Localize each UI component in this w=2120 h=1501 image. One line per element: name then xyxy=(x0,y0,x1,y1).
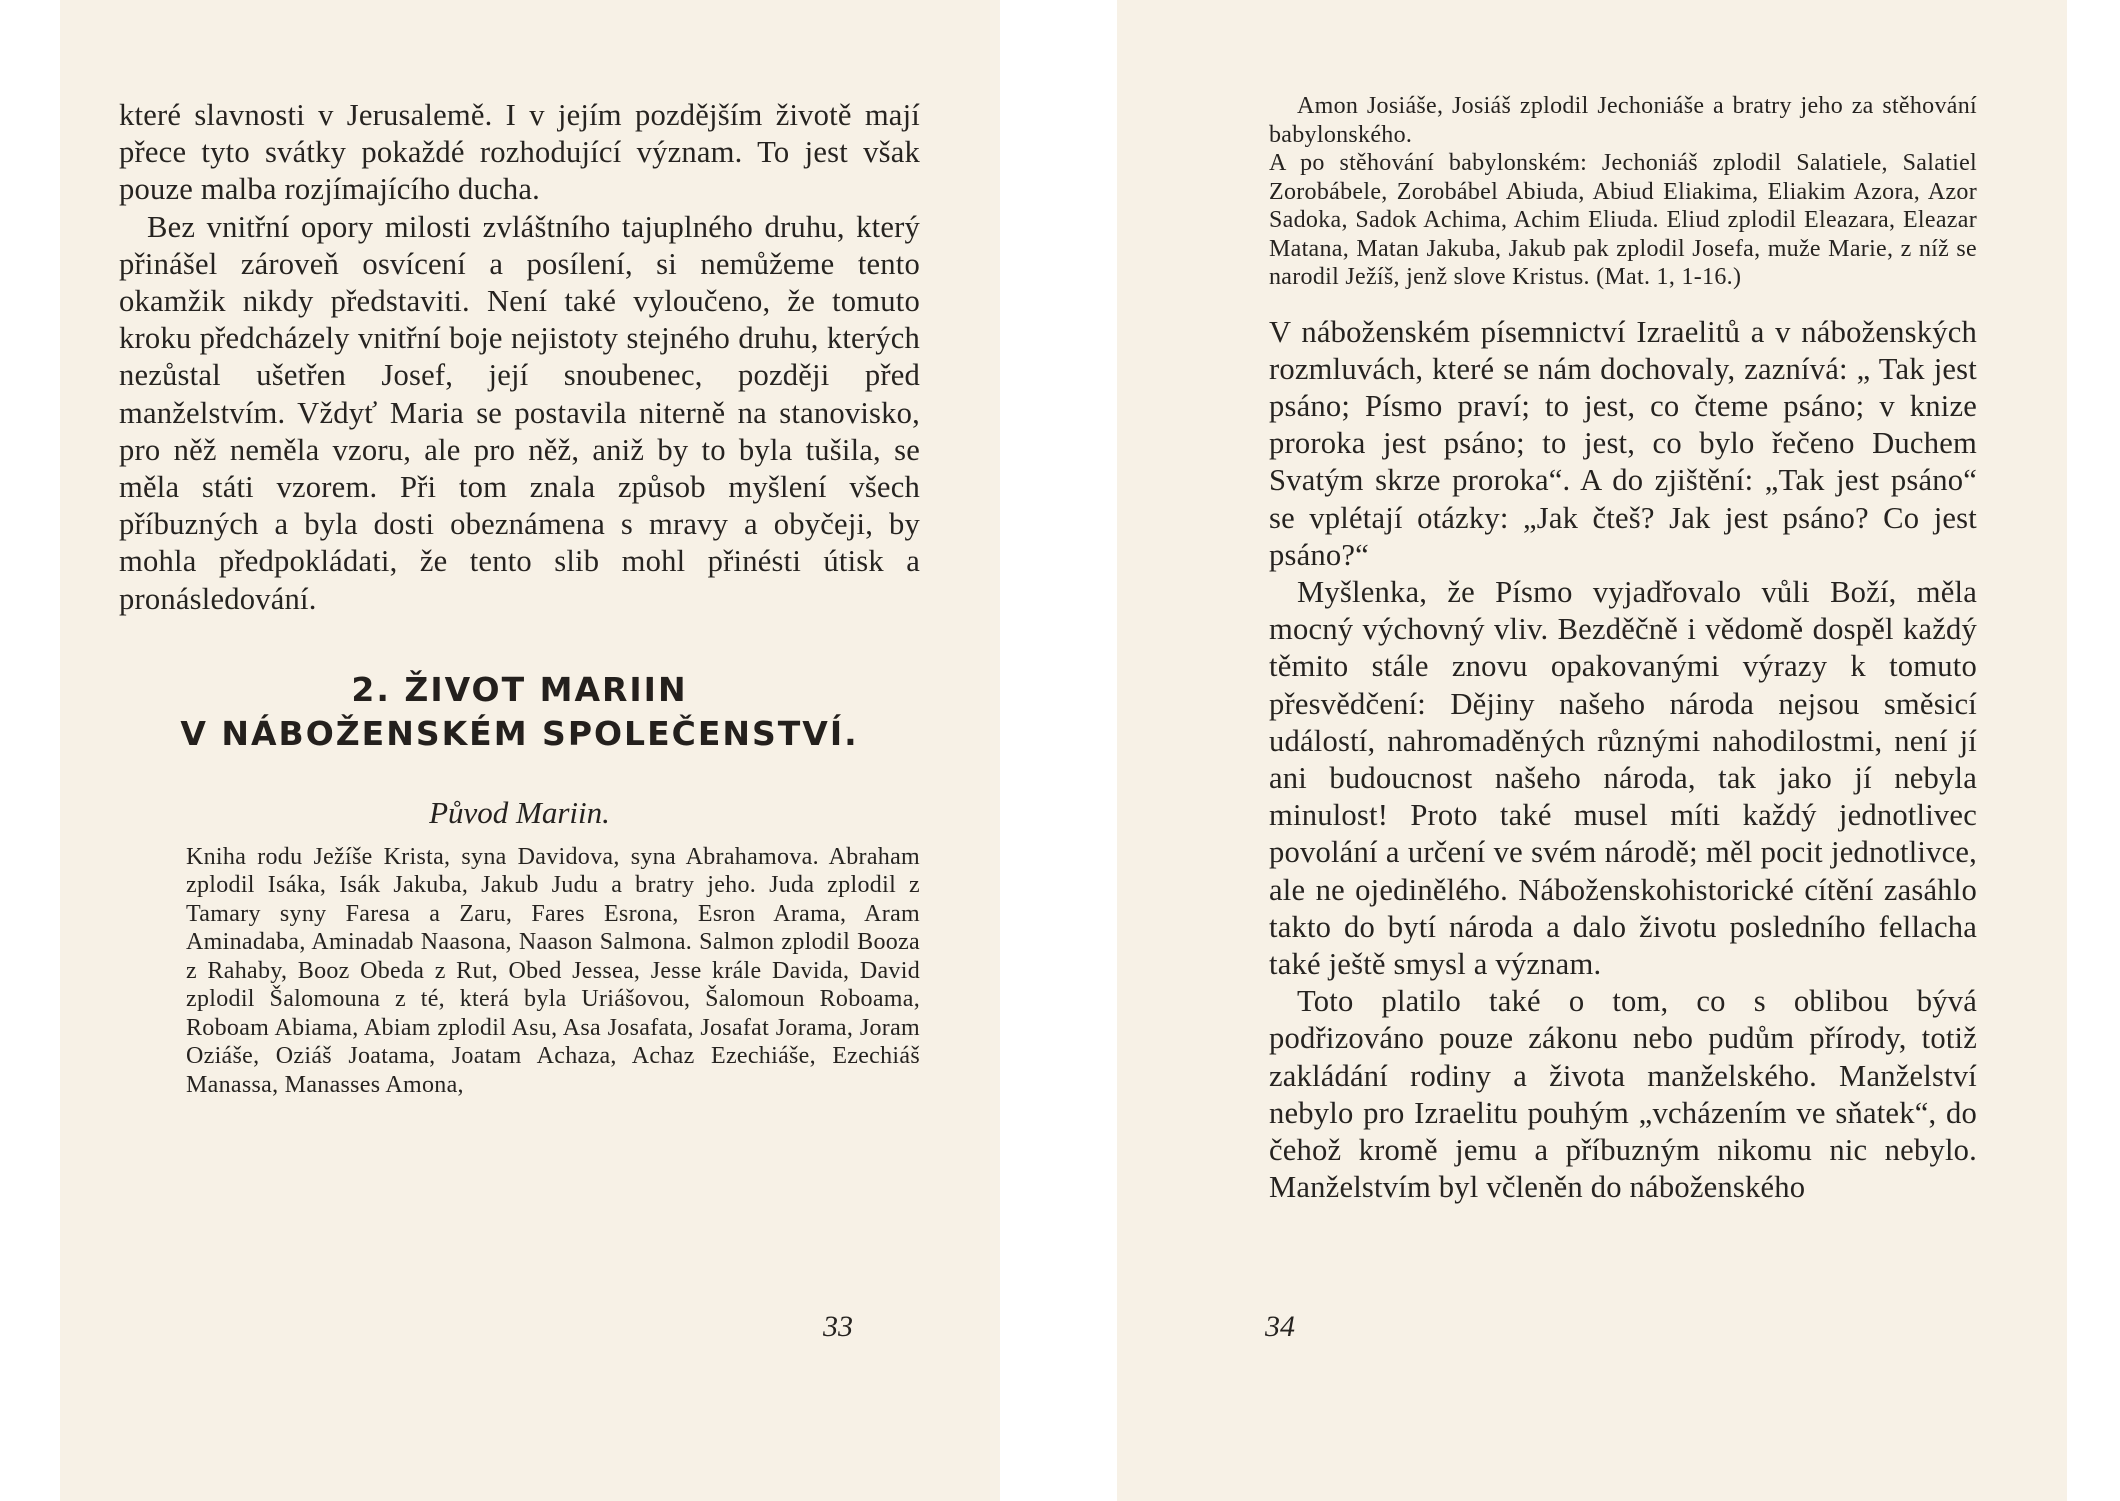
right-text-column xyxy=(1269,92,1977,1206)
page-number-left: 33 xyxy=(823,1310,853,1343)
genealogy-continuation-2: A po stěhování babylonském: Jechoniáš zplodil Salatiele, Salatiel Zorobábele, Zorobábel Abiuda, Abiud Eliakima, Eliakim Azora, Azor Sadoka, Sadok Achima, Achim Eliuda. Eliud zplodil Eleazara, Eleazar Matana, Matan Jakuba, Jakub pak zplodil Josefa, muže Marie, z níž se narodil Ježíš, jenž slove Kristus. (Mat. 1, 1-16.) xyxy=(1269,150,1977,290)
page-number-right: 34 xyxy=(1265,1310,1295,1343)
right-page xyxy=(1117,0,2067,1501)
left-text-column xyxy=(119,97,920,1099)
genealogy-continuation: Amon Josiáše, Josiáš zplodil Jechoniáše a bratry jeho za stěhování babylonského. xyxy=(1269,93,1977,148)
right-paragraph-3: Toto platilo také o tom, co s oblibou bývá podřizováno pouze zákonu nebo pudům přírody, totiž zakládání rodiny a života manželského. Manželství nebylo pro Izraelitu pouhým „vcházením ve sňatek“, do čehož kromě jemu a příbuzným nikomu nic nebylo. Manželstvím byl včleněn do náboženského xyxy=(1269,984,1977,1205)
right-paragraph-1: V náboženském písemnictví Izraelitů a v náboženských rozmluvách, které se nám dochovaly, zaznívá: „ Tak jest psáno; Písmo praví; to jest, co čteme psáno; v knize proroka jest psáno; to jest, co bylo řečeno Duchem Svatým skrze proroka“. A do zjištění: „Tak jest psáno“ se vplétají otázky: „Jak čteš? Jak jest psáno? Co jest psáno?“ xyxy=(1269,314,1977,572)
chapter-heading-line-2: V NÁBOŽENSKÉM SPOLEČENSTVÍ. xyxy=(180,713,859,753)
right-paragraph-2: Myšlenka, že Písmo vyjadřovalo vůli Boží, měla mocný výchovný vliv. Bezděčně i vědomě dospěl každý těmito stále znovu opakovanými výrazy k tomuto přesvědčení: Dějiny našeho národa nejsou směsicí událostí, nahromaděných různými nahodilostmi, není jí ani budoucnost našeho národa, tak jako jí nebyla minulost! Proto také musel míti každý jednotlivec povolání a určení ve svém národě; měl pocit jednotlivce, ale ne ojedinělého. Náboženskohistorické cítění zasáhlo takto do bytí národa a dalo životu posledního fellacha také ještě smysl a význam. xyxy=(1269,574,1977,981)
section-subheading: Původ Mariin. xyxy=(429,794,610,830)
left-paragraph-2: Bez vnitřní opory milosti zvláštního tajuplného druhu, který přinášel zároveň osvícení a posílení, si nemůžeme tento okamžik nikdy představiti. Není také vyloučeno, že tomuto kroku předcházely vnitřní boje nejistoty stejného druhu, kterých nezůstal ušetřen Josef, její snoubenec, později před manželstvím. Vždyť Maria se postavila niterně na stanovisko, pro něž neměla vzoru, ale pro něž, aniž by to byla tušila, se měla státi vzorem. Při tom znala způsob myšlení všech příbuzných a byla dosti obeznámena s mravy a obyčeji, by mohla předpokládati, že tento slib mohl přinésti útisk a pronásledování. xyxy=(119,209,920,616)
left-paragraph-1: které slavnosti v Jerusalemě. I v jejím pozdějším životě mají přece tyto svátky pokaždé rozhodující význam. To jest však pouze malba rozjímajícího ducha. xyxy=(119,98,920,207)
left-page xyxy=(60,0,1000,1501)
chapter-heading-line-1: 2. ŽIVOT MARIIN xyxy=(351,669,688,709)
genealogy-quote: Kniha rodu Ježíše Krista, syna Davidova, syna Abrahamova. Abraham zplodil Isáka, Isák Jakuba, Jakub Judu a bratry jeho. Juda zplodil z Tamary syny Faresa a Zaru, Fares Esrona, Esron Arama, Aram Aminadaba, Aminadab Naasona, Naason Salmona. Salmon zplodil Booza z Rahaby, Booz Obeda z Rut, Obed Jessea, Jesse krále Davida, David zplodil Šalomouna z té, která byla Uriášovou, Šalomoun Roboama, Roboam Abiama, Abiam zplodil Asu, Asa Josafata, Josafat Jorama, Joram Oziáše, Oziáš Joatama, Joatam Achaza, Achaz Ezechiáše, Ezechiáš Manassa, Manasses Amona, xyxy=(186,843,920,1098)
chapter-heading xyxy=(119,668,920,756)
